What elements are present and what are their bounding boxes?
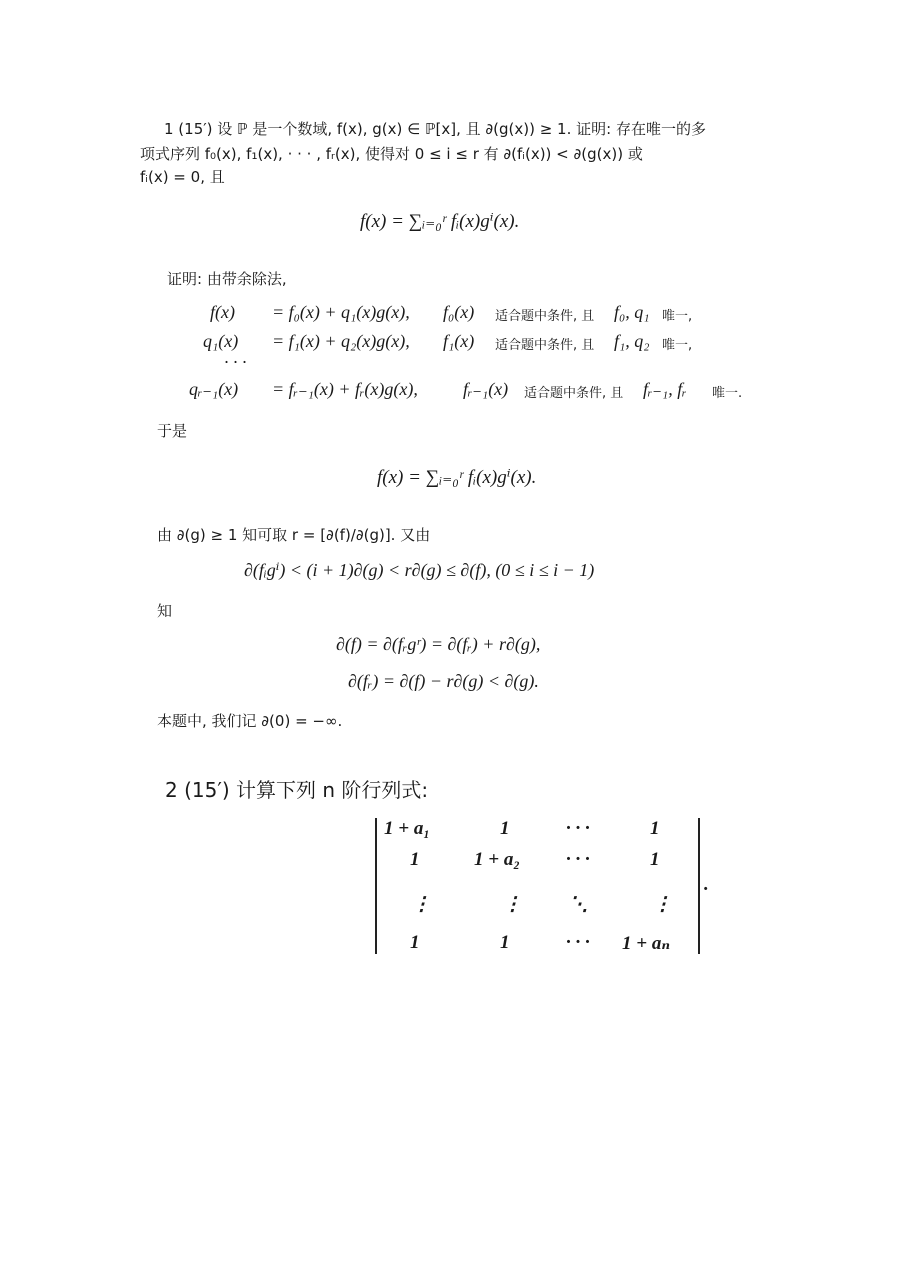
matrix-cell-3-4: ⋮ <box>653 894 672 915</box>
eq-row-2-uniq: 唯一, <box>662 338 693 353</box>
matrix-cell-1-1: 1 + a₁ <box>384 818 430 839</box>
matrix-cell-2-3: · · · <box>566 849 590 870</box>
eq-row-1-cond-text: 适合题中条件, 且 <box>495 309 595 324</box>
proof-intro: 证明: 由带余除法, <box>167 270 287 288</box>
determinant-right-bar <box>698 818 700 954</box>
degree-eq-2: ∂(fᵣ) = ∂(f) − r∂(g) < ∂(g). <box>348 671 539 691</box>
eq-row-2-cond-math: f₁(x) <box>443 331 475 351</box>
matrix-cell-3-3: ⋱ <box>569 894 588 915</box>
matrix-cell-2-2: 1 + a₂ <box>474 849 520 870</box>
matrix-cell-3-2: ⋮ <box>503 894 522 915</box>
eq-row-last-cond-text: 适合题中条件, 且 <box>524 386 624 401</box>
yushi-text: 于是 <box>157 422 188 440</box>
eq-row-1-lhs: f(x) <box>210 302 235 322</box>
eq-row-2-cond-text: 适合题中条件, 且 <box>495 338 595 353</box>
determinant-period: . <box>704 874 709 895</box>
matrix-cell-2-4: 1 <box>650 849 660 870</box>
formula-sum-1: f(x) = ∑ᵢ₌₀ʳ fᵢ(x)gⁱ(x). <box>360 211 520 232</box>
problem1-line1: 1 (15′) 设 ℙ 是一个数域, f(x), g(x) ∈ ℙ[x], 且 ∂(g(x)) ≥ 1. 证明: 存在唯一的多 <box>164 120 706 138</box>
degree-eq-1: ∂(f) = ∂(fᵣgʳ) = ∂(fᵣ) + r∂(g), <box>336 634 541 654</box>
problem1-line3: fᵢ(x) = 0, 且 <box>140 168 225 186</box>
problem2-title: 2 (15′) 计算下列 n 阶行列式: <box>165 778 429 802</box>
formula-sum-2: f(x) = ∑ᵢ₌₀ʳ fᵢ(x)gⁱ(x). <box>377 467 537 488</box>
line-choose-r: 由 ∂(g) ≥ 1 知可取 r = [∂(f)/∂(g)]. 又由 <box>157 526 431 544</box>
eq-row-last-cond-tail: fᵣ₋₁, fᵣ <box>643 379 687 399</box>
matrix-cell-4-3: · · · <box>566 932 590 953</box>
matrix-cell-4-2: 1 <box>500 932 510 953</box>
matrix-cell-2-1: 1 <box>410 849 420 870</box>
matrix-cell-1-3: · · · <box>566 818 590 839</box>
eq-row-1-rhs: = f₀(x) + q₁(x)g(x), <box>272 302 410 322</box>
matrix-cell-4-1: 1 <box>410 932 420 953</box>
note-degree-zero: 本题中, 我们记 ∂(0) = −∞. <box>157 712 343 730</box>
problem1-line2: 项式序列 f₀(x), f₁(x), · · · , fᵣ(x), 使得对 0 ≤ i ≤ r 有 ∂(fᵢ(x)) < ∂(g(x)) 或 <box>140 145 643 163</box>
matrix-cell-1-4: 1 <box>650 818 660 839</box>
eq-row-1-cond-tail: f₀, q₁ <box>614 302 650 322</box>
matrix-cell-4-4: 1 + aₙ <box>622 933 671 954</box>
eq-row-2-lhs: q₁(x) <box>203 331 239 351</box>
matrix-cell-3-1: ⋮ <box>412 894 431 915</box>
zhi-text: 知 <box>157 602 173 620</box>
eq-row-last-cond-math: fᵣ₋₁(x) <box>463 379 509 399</box>
eq-row-1-uniq: 唯一, <box>662 309 693 324</box>
determinant-left-bar <box>375 818 377 954</box>
eq-row-last-lhs: qᵣ₋₁(x) <box>189 379 239 399</box>
matrix-cell-1-2: 1 <box>500 818 510 839</box>
eq-row-last-uniq: 唯一. <box>712 386 743 401</box>
eq-row-last-rhs: = fᵣ₋₁(x) + fᵣ(x)g(x), <box>272 379 418 399</box>
eq-row-ellipsis: · · · <box>224 352 247 372</box>
eq-row-1-cond-math: f₀(x) <box>443 302 475 322</box>
eq-row-2-cond-tail: f₁, q₂ <box>614 331 650 351</box>
inequality: ∂(fᵢgⁱ) < (i + 1)∂(g) < r∂(g) ≤ ∂(f), (0 ≤ i ≤ i − 1) <box>244 560 595 580</box>
eq-row-2-rhs: = f₁(x) + q₂(x)g(x), <box>272 331 410 351</box>
